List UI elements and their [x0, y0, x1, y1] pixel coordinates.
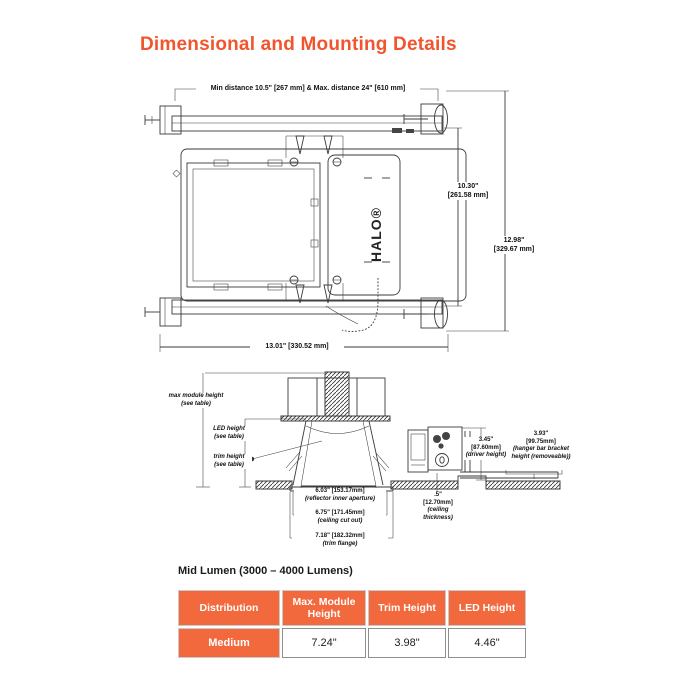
label-line: trim height — [213, 454, 245, 460]
dim-note: (ceiling thickness) — [423, 507, 453, 521]
col-header-trim-height: Trim Height — [368, 590, 446, 626]
driver-box — [328, 155, 400, 295]
dim-label-overall-width: 13.01" [330.52 mm] — [250, 342, 344, 351]
hanger-bar-bottom — [145, 298, 448, 328]
dim-label-trim-flange — [292, 533, 388, 548]
mount-clip-top — [286, 136, 343, 166]
label-max-module-height — [166, 393, 226, 408]
dim-note: (hanger bar bracket — [512, 446, 570, 452]
label-line: LED height — [213, 426, 245, 432]
dim-note: (trim flange) — [322, 540, 358, 547]
col-header-distribution: Distribution — [178, 590, 280, 626]
mounting-plate — [181, 149, 466, 301]
dim-label-aperture — [294, 488, 386, 503]
col-header-led-height: LED Height — [448, 590, 526, 626]
cell-trim-height: 3.98" — [368, 628, 446, 658]
dim-value: .5" — [434, 492, 442, 498]
dim-note: (driver height) — [465, 452, 507, 458]
dim-label-ceiling-thickness — [412, 492, 464, 522]
label-led-height — [206, 426, 252, 441]
mount-clip-bottom — [286, 276, 343, 303]
reflector-cone — [286, 421, 393, 491]
label-trim-height — [206, 454, 252, 469]
label-line: (see table) — [181, 400, 211, 407]
halo-logo: HALO® — [368, 207, 384, 262]
dim-note: (ceiling cut out) — [317, 517, 363, 524]
heatsink-column — [325, 372, 349, 416]
dimension-lines-top-view — [160, 91, 509, 352]
dim-label-ceiling-cutout — [294, 510, 386, 525]
page-title: Dimensional and Mounting Details — [140, 34, 457, 55]
cell-max-module-height: 7.24" — [282, 628, 366, 658]
dim-value: 7.18" [182.32mm] — [315, 533, 365, 539]
label-line: (see table) — [214, 433, 244, 440]
lumen-caption: Mid Lumen (3000 – 4000 Lumens) — [178, 565, 353, 577]
hanger-bar-top — [145, 104, 448, 134]
dim-label-driver-height — [463, 437, 509, 460]
dim-value: 3.45" — [478, 437, 494, 443]
mounting-pan — [281, 416, 390, 421]
table-row — [178, 628, 526, 658]
dim-label-hanger-bracket-height — [509, 431, 573, 461]
junction-box — [408, 430, 428, 472]
table-header-row — [178, 590, 526, 626]
module-housing — [288, 378, 385, 416]
dim-value: 12.98" — [503, 237, 525, 244]
flex-conduit-coil — [326, 278, 378, 331]
dim-mm: [87.60mm] — [471, 444, 501, 451]
dimensions-table — [176, 588, 528, 660]
top-view — [145, 89, 509, 352]
dim-mm: [329.67 mm] — [493, 246, 535, 253]
dim-label-hanger-distance: Min distance 10.5" [267 mm] & Max. distance 24" [610 mm] — [196, 84, 420, 93]
led-module-box — [173, 160, 320, 290]
label-line: max module height — [168, 393, 224, 399]
dim-label-plate-height — [441, 182, 495, 200]
dim-label-overall-height — [487, 236, 541, 254]
dim-value: 3.93" — [533, 431, 549, 437]
dim-note: height (removeable)) — [511, 453, 571, 460]
dim-mm: [99.75mm] — [526, 438, 556, 445]
col-header-max-module-height: Max. Module Height — [282, 590, 366, 626]
cell-distribution: Medium — [178, 628, 280, 658]
dim-value: 10.30" — [457, 183, 479, 190]
dim-value: 6.75" [171.45mm] — [315, 510, 365, 516]
dim-mm: [12.70mm] — [423, 499, 453, 506]
label-line: (see table) — [214, 461, 244, 468]
dim-mm: [261.58 mm] — [447, 192, 489, 199]
dim-value: 6.03" [153.17mm] — [315, 488, 365, 494]
dim-note: (reflector inner aperture) — [304, 495, 376, 502]
cell-led-height: 4.46" — [448, 628, 526, 658]
driver-assembly — [428, 427, 462, 470]
